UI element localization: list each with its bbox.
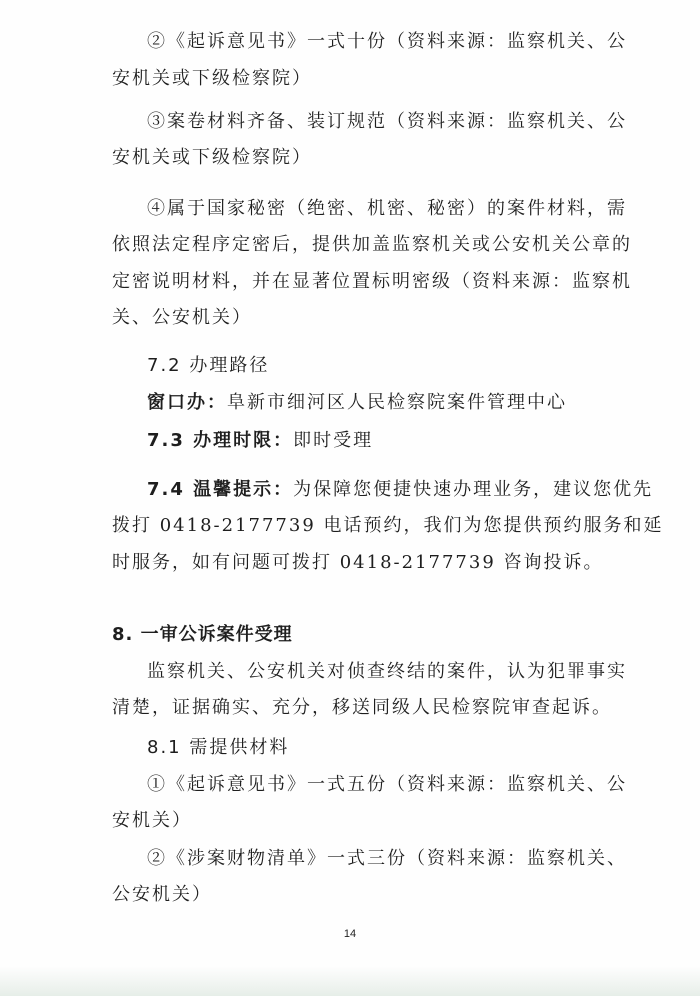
- section-8-paragraph-line-2: 清楚，证据确实、充分，移送同级人民检察院审查起诉。: [112, 697, 612, 718]
- material-item-1-line-1: ①《起诉意见书》一式五份（资料来源：监察机关、公: [147, 774, 627, 795]
- tip-line-2: 拨打 0418-2177739 电话预约，我们为您提供预约服务和延: [112, 515, 664, 536]
- scan-edge: [0, 966, 700, 996]
- tip-line-3: 时服务，如有问题可拨打 0418-2177739 咨询投诉。: [112, 552, 604, 573]
- item-2-line-1: ②《起诉意见书》一式十份（资料来源：监察机关、公: [147, 31, 627, 52]
- item-4-line-1: ④属于国家秘密（绝密、机密、秘密）的案件材料，需: [147, 198, 627, 219]
- tip-line-1: [147, 478, 653, 502]
- window-line: [147, 391, 567, 415]
- time-line: [147, 429, 373, 453]
- route-heading: 7.2 办理路径: [147, 355, 270, 376]
- section-8-heading: 8. 一审公诉案件受理: [112, 624, 293, 645]
- item-4-line-2: 依照法定程序定密后，提供加盖监察机关或公安机关公章的: [112, 234, 632, 255]
- window-label: 窗口办：: [147, 392, 227, 413]
- material-item-2-line-1: ②《涉案财物清单》一式三份（资料来源：监察机关、: [147, 848, 627, 869]
- item-4-line-3: 定密说明材料，并在显著位置标明密级（资料来源：监察机: [112, 271, 632, 292]
- item-2-line-2: 安机关或下级检察院）: [112, 68, 312, 89]
- item-3-line-2: 安机关或下级检察院）: [112, 147, 312, 168]
- item-4-line-4: 关、公安机关）: [112, 307, 252, 328]
- item-3-line-1: ③案卷材料齐备、装订规范（资料来源：监察机关、公: [147, 111, 627, 132]
- time-text: 即时受理: [293, 430, 374, 451]
- tip-label: 7.4 温馨提示：: [147, 479, 294, 500]
- time-label: 7.3 办理时限：: [147, 430, 294, 451]
- tip-text-1: 为保障您便捷快速办理业务，建议您优先: [293, 479, 654, 500]
- window-text: 阜新市细河区人民检察院案件管理中心: [227, 392, 567, 413]
- page-number: 14: [343, 928, 357, 940]
- material-item-1-line-2: 安机关）: [112, 810, 192, 831]
- materials-heading: 8.1 需提供材料: [147, 737, 290, 758]
- material-item-2-line-2: 公安机关）: [112, 884, 212, 905]
- section-8-paragraph-line-1: 监察机关、公安机关对侦查终结的案件，认为犯罪事实: [147, 661, 627, 682]
